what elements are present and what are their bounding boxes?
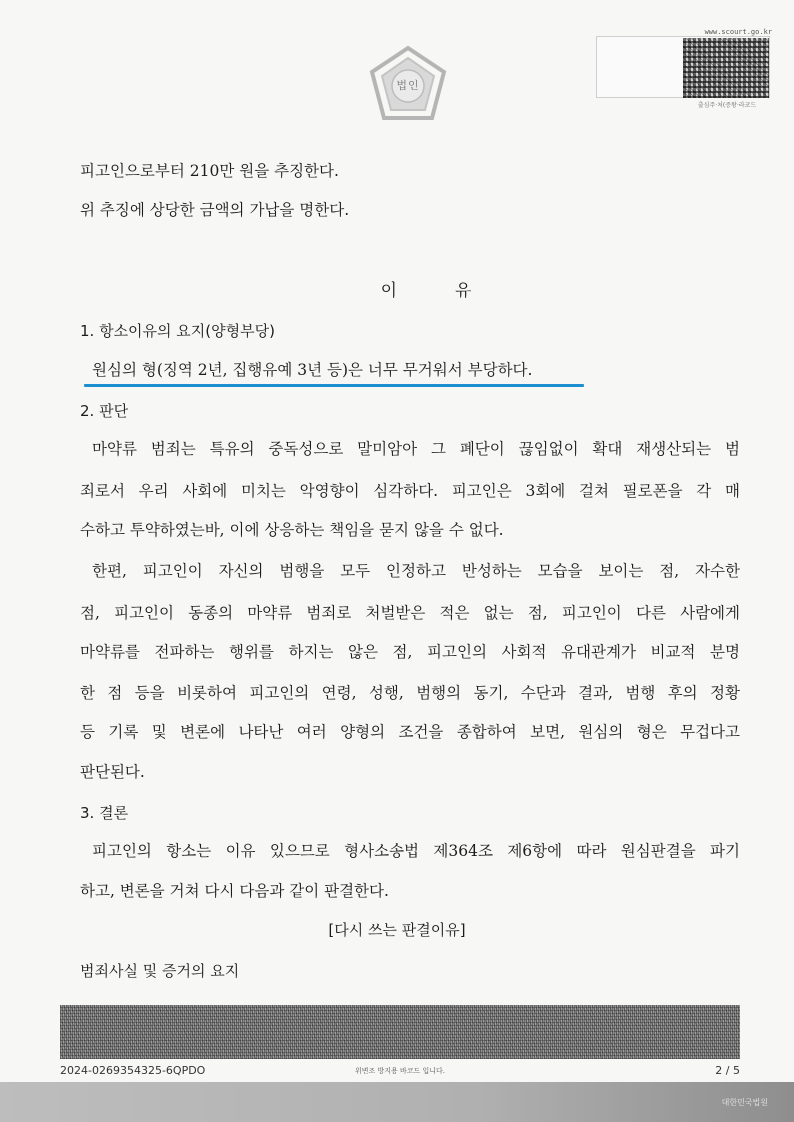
para2-line-5: 등 기록 및 변론에 나타난 여러 양형의 조건을 종합하여 보면, 원심의 형은 무겁다고 [80,723,740,741]
qr-code-icon [683,38,769,98]
para2-line-6: 판단된다. [80,763,145,781]
highlight-underline [84,384,584,387]
anti-forgery-barcode [60,1005,740,1059]
document-id: 2024-0269354325-6QPDO [60,1064,206,1077]
facts-heading: 범죄사실 및 증거의 요지 [80,962,240,980]
para2-line-3: 마약류를 전파하는 행위를 하지는 않은 점, 피고인의 사회적 유대관계가 비교적 분명 [80,643,740,661]
para3-line-1: 피고인의 항소는 이유 있으므로 형사소송법 제364조 제6항에 따라 원심판결을 파기 [92,842,740,860]
order-line-1: 피고인으로부터 210만 원을 추징한다. [80,162,339,180]
rewrite-heading: [다시 쓰는 판결이유] [328,921,466,939]
section1-text: 원심의 형(징역 2년, 집행유예 3년 등)은 너무 무거워서 부당하다. [92,361,533,379]
para1-line-3: 수하고 투약하였는바, 이에 상응하는 책임을 묻지 않을 수 없다. [80,521,504,539]
para1-line-1: 마약류 범죄는 특유의 중독성으로 말미암아 그 폐단이 끊임없이 확대 재생산되는 범 [92,440,740,458]
para2-line-4: 한 점 등을 비롯하여 피고인의 연령, 성행, 범행의 동기, 수단과 결과, 범행 후의 정황 [80,684,740,702]
section2-heading: 2. 판단 [80,402,129,420]
para3-line-2: 하고, 변론을 거쳐 다시 다음과 같이 판결한다. [80,882,389,900]
order-line-2: 위 추징에 상당한 금액의 가납을 명한다. [80,201,350,219]
page-number: 2 / 5 [715,1064,740,1077]
verification-url: www.scourt.go.kr [704,28,772,36]
court-mark: 대한민국법원 [721,1098,768,1107]
para2-line-2: 점, 피고인이 동종의 마약류 범죄로 처벌받은 적은 없는 점, 피고인이 다른 사람에게 [80,604,740,622]
court-seal [364,42,452,130]
seal-text: 법인 [396,79,420,92]
para2-line-1: 한편, 피고인이 자신의 범행을 모두 인정하고 반성하는 모습을 보이는 점, 자수한 [92,562,740,580]
section1-heading: 1. 항소이유의 요지(양형부당) [80,322,275,340]
section3-heading: 3. 결론 [80,804,129,822]
footer-strip [0,1082,794,1122]
qr-caption: 출심주·처(증왕·라코드 [697,102,757,109]
reasons-heading: 이유 [380,281,530,301]
para1-line-2: 죄로서 우리 사회에 미치는 악영향이 심각하다. 피고인은 3회에 걸쳐 필로폰을 각 매 [80,482,740,500]
barcode-note: 위변조 방지용 바코드 입니다. [354,1067,446,1075]
